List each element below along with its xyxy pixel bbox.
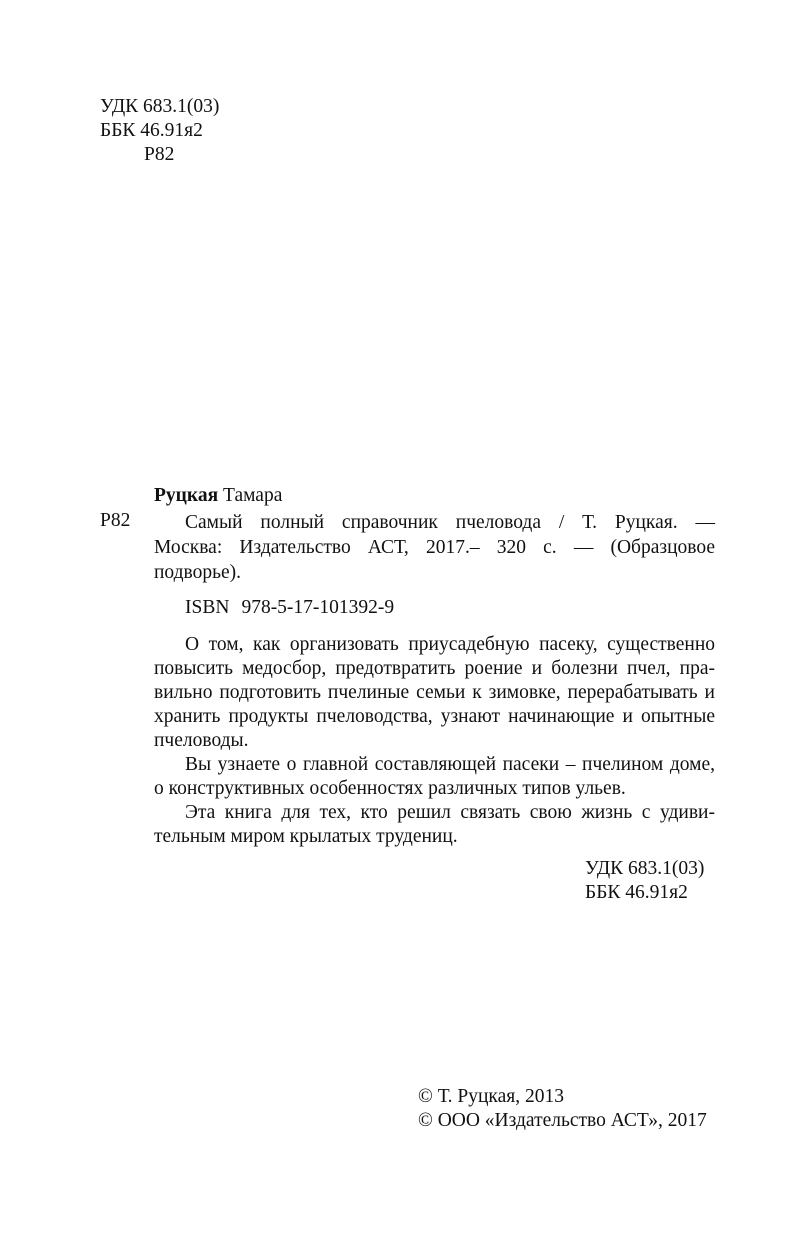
bbk-code-top: ББК 46.91я2 xyxy=(100,120,203,141)
author-given-name: Тамара xyxy=(223,485,283,506)
bbk-code-bottom: ББК 46.91я2 xyxy=(585,882,688,903)
annotation-p1-line-5: пчеловоды. xyxy=(154,730,249,751)
annotation-p2-line-1: Вы узнаете о главной составляющей пасеки – пчелином доме, xyxy=(185,754,715,775)
annotation-p2-line-2: о конструктивных особенностях различных типов ульев. xyxy=(154,778,626,799)
annotation-p1-line-3: вильно подготовить пчелиные семьи к зимовке, перерабатывать и xyxy=(154,682,715,703)
udk-code-bottom: УДК 683.1(03) xyxy=(585,858,705,879)
annotation-p1-line-1: О том, как организовать приусадебную пасеку, существенно xyxy=(185,634,715,655)
annotation-p1-line-2: повысить медосбор, предотвратить роение и болезни пчел, пра- xyxy=(154,658,715,679)
annotation-p3-line-2: тельным миром крылатых трудениц. xyxy=(154,826,458,847)
isbn-line xyxy=(185,597,394,619)
author-mark-top: Р82 xyxy=(144,144,175,165)
annotation-p1-line-4: хранить продукты пчеловодства, узнают начинающие и опытные xyxy=(154,706,715,727)
udk-code-top: УДК 683.1(03) xyxy=(100,96,220,117)
description-line-2: Москва: Издательство АСТ, 2017.– 320 с. — (Образцовое xyxy=(154,537,715,558)
annotation-p3-line-1: Эта книга для тех, кто решил связать свою жизнь с удиви- xyxy=(185,802,715,823)
description-line-1: Самый полный справочник пчеловода / Т. Руцкая. — xyxy=(185,512,715,533)
isbn-number: 978-5-17-101392-9 xyxy=(241,597,395,618)
author-heading xyxy=(154,485,282,507)
copyright-author: © Т. Руцкая, 2013 xyxy=(418,1086,564,1107)
copyright-publisher: © ООО «Издательство АСТ», 2017 xyxy=(418,1110,707,1131)
isbn-label: ISBN xyxy=(185,597,230,618)
description-line-3: подворье). xyxy=(154,562,242,583)
author-surname: Руцкая xyxy=(154,485,219,506)
author-mark-record: Р82 xyxy=(100,510,131,531)
